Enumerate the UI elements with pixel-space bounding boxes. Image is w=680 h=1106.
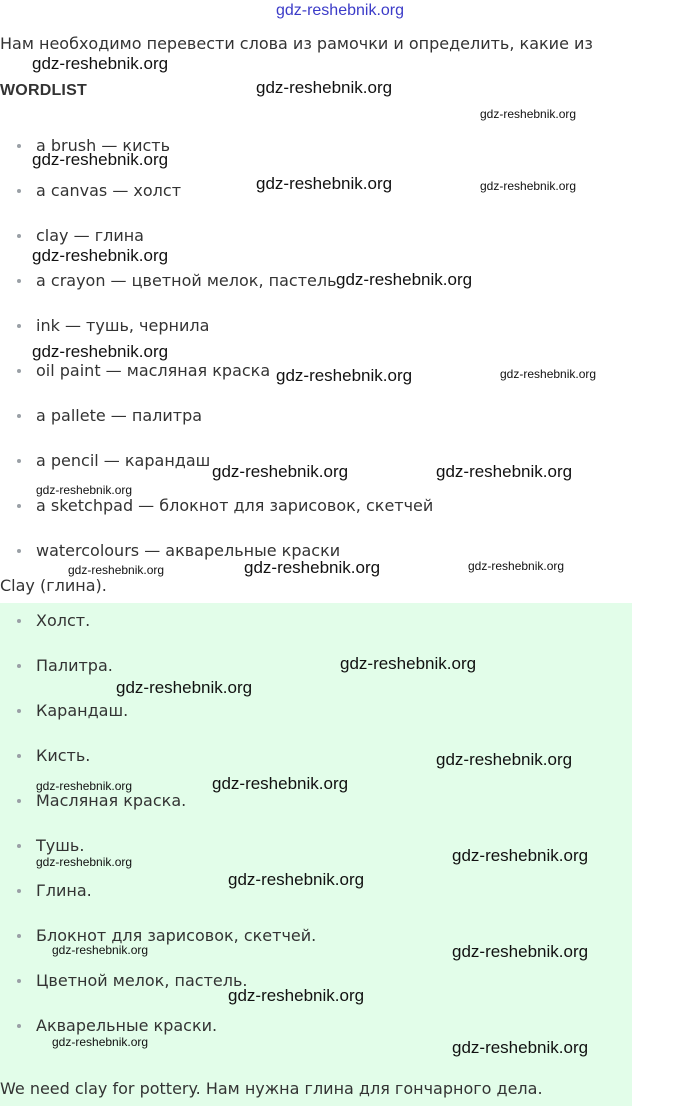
watermark: gdz-reshebnik.org [436, 462, 573, 481]
list-item: Палитра. [36, 656, 113, 676]
watermark: gdz-reshebnik.org [116, 678, 253, 697]
bullet-icon [17, 234, 21, 238]
bullet-icon [17, 324, 21, 328]
bullet-icon [17, 754, 21, 758]
list-item: Карандаш. [36, 701, 128, 721]
list-item: Холст. [36, 611, 90, 631]
watermark: gdz-reshebnik.org [340, 654, 477, 673]
bullet-icon [17, 144, 21, 148]
watermark: gdz-reshebnik.org [212, 774, 349, 793]
footer-sentence: We need clay for pottery. Нам нужна глина для гончарного дела. [0, 1079, 543, 1098]
list-item: watercolours — акварельные краски [36, 541, 340, 561]
watermark: gdz-reshebnik.org [452, 942, 589, 961]
list-item: a sketchpad — блокнот для зарисовок, скетчей [36, 496, 433, 516]
watermark: gdz-reshebnik.org [244, 558, 381, 577]
list-item: Масляная краска. [36, 791, 186, 811]
bullet-icon [17, 369, 21, 373]
list-item: Акварельные краски. [36, 1016, 217, 1036]
watermark: gdz-reshebnik.org [36, 855, 133, 869]
watermark: gdz-reshebnik.org [468, 559, 565, 573]
watermark: gdz-reshebnik.org [452, 846, 589, 865]
bullet-icon [17, 549, 21, 553]
watermark: gdz-reshebnik.org [52, 943, 149, 957]
watermark: gdz-reshebnik.org [32, 150, 169, 169]
watermark: gdz-reshebnik.org [480, 107, 577, 121]
list-item: oil paint — масляная краска [36, 361, 270, 381]
list-item: Блокнот для зарисовок, скетчей. [36, 926, 316, 946]
bullet-icon [17, 979, 21, 983]
watermark: gdz-reshebnik.org [36, 483, 133, 497]
list-item: clay — глина [36, 226, 144, 246]
watermark: gdz-reshebnik.org [32, 342, 169, 361]
watermark: gdz-reshebnik.org [228, 870, 365, 889]
bullet-icon [17, 1024, 21, 1028]
bullet-icon [17, 844, 21, 848]
bullet-icon [17, 664, 21, 668]
bullet-icon [17, 889, 21, 893]
bullet-icon [17, 934, 21, 938]
bullet-icon [17, 414, 21, 418]
watermark: gdz-reshebnik.org [228, 986, 365, 1005]
wordlist-heading: WORDLIST [0, 82, 87, 99]
watermark: gdz-reshebnik.org [36, 779, 133, 793]
list-item: Кисть. [36, 746, 90, 766]
watermark: gdz-reshebnik.org [452, 1038, 589, 1057]
watermark: gdz-reshebnik.org [52, 1035, 149, 1049]
bullet-icon [17, 504, 21, 508]
list-item: a pallete — палитра [36, 406, 202, 426]
watermark: gdz-reshebnik.org [480, 179, 577, 193]
list-item: Цветной мелок, пастель. [36, 971, 247, 991]
clay-note: Clay (глина). [0, 576, 107, 595]
watermark: gdz-reshebnik.org [32, 54, 169, 73]
bullet-icon [17, 799, 21, 803]
list-item: a canvas — холст [36, 181, 181, 201]
watermark: gdz-reshebnik.org [32, 246, 169, 265]
list-item: Глина. [36, 881, 92, 901]
watermark: gdz-reshebnik.org [500, 367, 597, 381]
list-item: a pencil — карандаш [36, 451, 210, 471]
bullet-icon [17, 459, 21, 463]
watermark: gdz-reshebnik.org [276, 366, 413, 385]
list-item: a crayon — цветной мелок, пастель [36, 271, 337, 291]
watermark: gdz-reshebnik.org [212, 462, 349, 481]
intro-text: Нам необходимо перевести слова из рамочки и определить, какие из [0, 34, 593, 53]
watermark: gdz-reshebnik.org [436, 750, 573, 769]
bullet-icon [17, 279, 21, 283]
watermark: gdz-reshebnik.org [256, 78, 393, 97]
watermark: gdz-reshebnik.org [68, 563, 165, 577]
bullet-icon [17, 619, 21, 623]
bullet-icon [17, 709, 21, 713]
watermark: gdz-reshebnik.org [336, 270, 473, 289]
list-item: Тушь. [36, 836, 84, 856]
site-header-link[interactable]: gdz-reshebnik.org [275, 2, 405, 19]
watermark: gdz-reshebnik.org [256, 174, 393, 193]
list-item: ink — тушь, чернила [36, 316, 209, 336]
bullet-icon [17, 189, 21, 193]
list-item: a brush — кисть [36, 136, 170, 156]
